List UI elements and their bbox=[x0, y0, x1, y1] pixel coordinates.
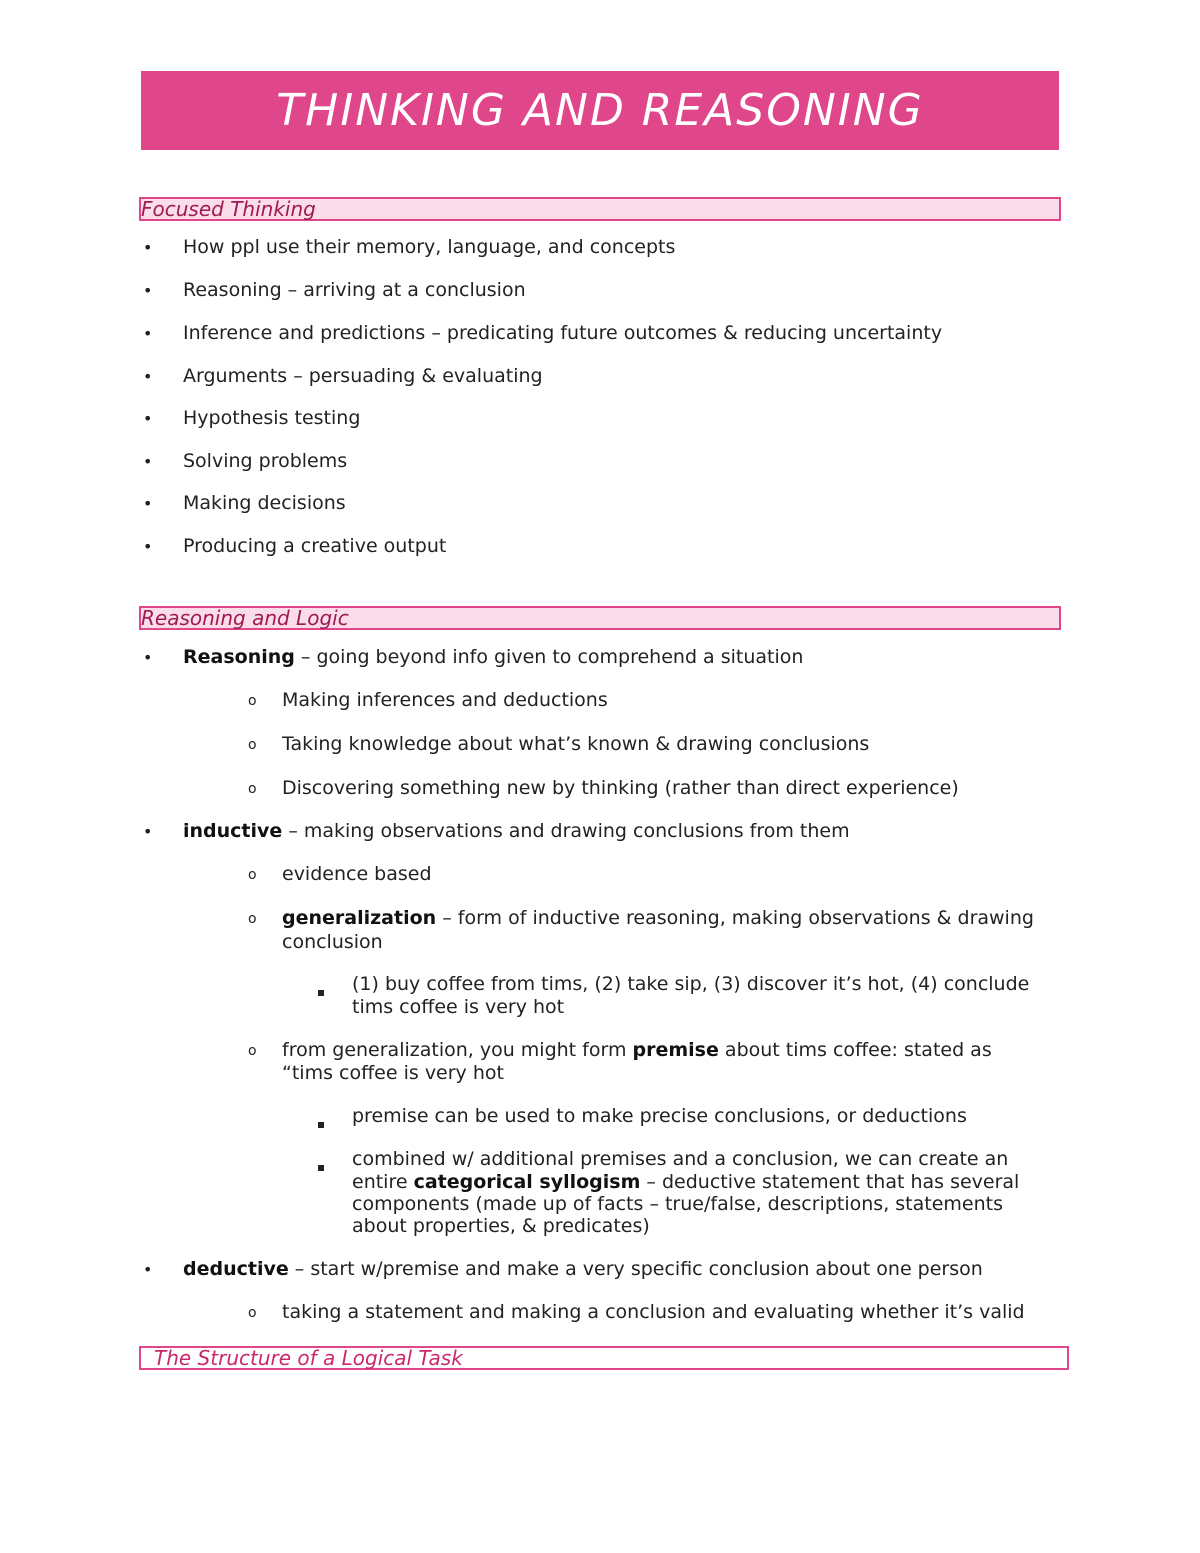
sub-bullet-icon: o bbox=[248, 867, 257, 883]
list-item: Arguments – persuading & evaluating bbox=[183, 365, 543, 387]
bullet-icon: • bbox=[143, 367, 153, 386]
list-item: Taking knowledge about what’s known & drawing conclusions bbox=[282, 733, 870, 755]
bullet-icon: • bbox=[143, 238, 153, 257]
term-generalization bbox=[282, 907, 1034, 929]
term-definition: – form of inductive reasoning, making observations & drawing bbox=[436, 907, 1034, 929]
list-item-cont: about properties, & predicates) bbox=[352, 1215, 650, 1237]
premise-line bbox=[282, 1039, 992, 1061]
list-item: Hypothesis testing bbox=[183, 407, 361, 429]
term-reasoning bbox=[183, 646, 803, 668]
term-label: Reasoning bbox=[183, 646, 295, 668]
term-label: categorical syllogism bbox=[413, 1171, 641, 1193]
list-item: Solving problems bbox=[183, 450, 348, 472]
list-item: Producing a creative output bbox=[183, 535, 447, 557]
term-label: inductive bbox=[183, 820, 283, 842]
term-inductive bbox=[183, 820, 850, 842]
term-deductive bbox=[183, 1258, 983, 1280]
title-banner bbox=[141, 71, 1059, 150]
sub-bullet-icon: o bbox=[248, 1305, 257, 1321]
document-title: THINKING AND REASONING bbox=[276, 85, 924, 136]
list-item: Discovering something new by thinking (rather than direct experience) bbox=[282, 777, 959, 799]
sub-bullet-icon: o bbox=[248, 781, 257, 797]
term-label: premise bbox=[632, 1039, 719, 1061]
term-definition-cont: conclusion bbox=[282, 931, 383, 953]
bullet-icon: • bbox=[143, 822, 153, 841]
list-item: Inference and predictions – predicating future outcomes & reducing uncertainty bbox=[183, 322, 943, 344]
sub-bullet-icon: o bbox=[248, 737, 257, 753]
bullet-icon: • bbox=[143, 281, 153, 300]
term-definition: – start w/premise and make a very specific conclusion about one person bbox=[288, 1258, 983, 1280]
text-fragment: – deductive statement that has several bbox=[640, 1171, 1020, 1193]
text-fragment: entire bbox=[352, 1171, 414, 1193]
sub-bullet-icon: o bbox=[248, 1043, 257, 1059]
list-item: Reasoning – arriving at a conclusion bbox=[183, 279, 526, 301]
section-heading-reasoning-and-logic: Reasoning and Logic bbox=[139, 606, 1061, 630]
list-item: (1) buy coffee from tims, (2) take sip, (3) discover it’s hot, (4) conclude bbox=[352, 973, 1030, 995]
sub-bullet-icon: o bbox=[248, 911, 257, 927]
section-heading-focused-thinking: Focused Thinking bbox=[139, 197, 1061, 221]
list-item: How ppl use their memory, language, and concepts bbox=[183, 236, 676, 258]
syllogism-line bbox=[352, 1171, 1019, 1193]
bullet-icon: • bbox=[143, 494, 153, 513]
square-bullet-icon bbox=[318, 1156, 324, 1175]
term-label: generalization bbox=[282, 907, 437, 929]
list-item-cont: components (made up of facts – true/false, descriptions, statements bbox=[352, 1193, 1003, 1215]
list-item: Making inferences and deductions bbox=[282, 689, 608, 711]
list-item-cont: tims coffee is very hot bbox=[352, 996, 565, 1018]
bullet-icon: • bbox=[143, 324, 153, 343]
text-fragment: from generalization, you might form bbox=[282, 1039, 633, 1061]
section-heading-structure-of-logical-task: The Structure of a Logical Task bbox=[139, 1346, 1069, 1370]
square-bullet-icon bbox=[318, 1113, 324, 1132]
text-fragment: about tims coffee: stated as bbox=[718, 1039, 992, 1061]
bullet-icon: • bbox=[143, 452, 153, 471]
term-definition: – making observations and drawing conclusions from them bbox=[282, 820, 850, 842]
premise-line-cont: “tims coffee is very hot bbox=[282, 1062, 504, 1084]
term-label: deductive bbox=[183, 1258, 289, 1280]
sub-bullet-icon: o bbox=[248, 693, 257, 709]
bullet-icon: • bbox=[143, 1260, 153, 1279]
list-item: taking a statement and making a conclusion and evaluating whether it’s valid bbox=[282, 1301, 1025, 1323]
list-item: evidence based bbox=[282, 863, 432, 885]
list-item: combined w/ additional premises and a conclusion, we can create an bbox=[352, 1148, 1009, 1170]
bullet-icon: • bbox=[143, 409, 153, 428]
list-item: premise can be used to make precise conclusions, or deductions bbox=[352, 1105, 967, 1127]
term-definition: – going beyond info given to comprehend a situation bbox=[294, 646, 804, 668]
bullet-icon: • bbox=[143, 648, 153, 667]
bullet-icon: • bbox=[143, 537, 153, 556]
square-bullet-icon bbox=[318, 981, 324, 1000]
list-item: Making decisions bbox=[183, 492, 346, 514]
